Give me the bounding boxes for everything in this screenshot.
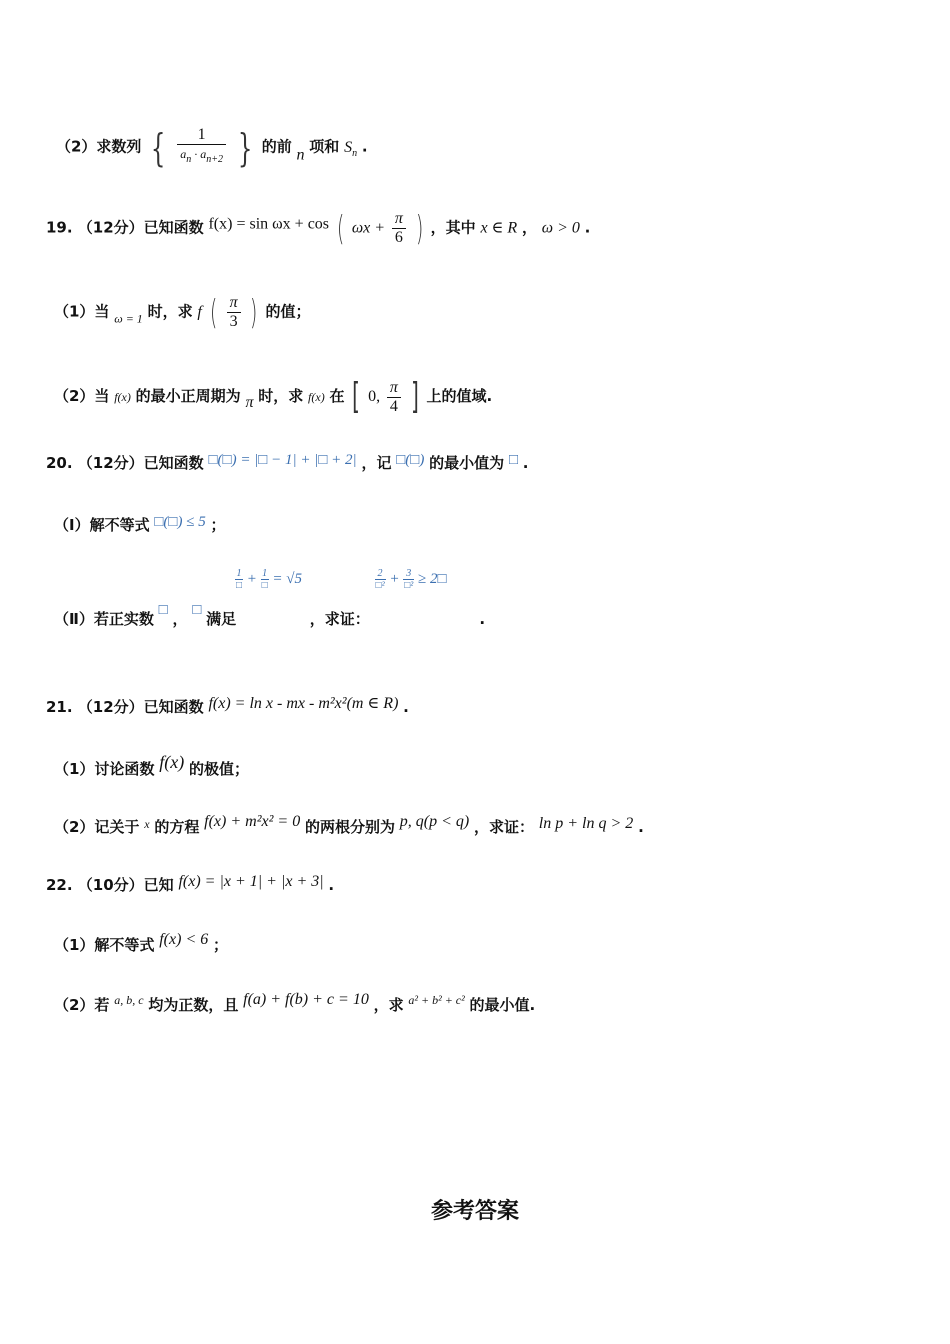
q20-part1-label: （Ⅰ）解不等式 xyxy=(54,516,150,534)
q19-function: f(x) = sin ωx + cos xyxy=(208,215,330,233)
q20-mid: ，记 xyxy=(361,454,392,472)
q21-part2-roots: p, q(p < q) xyxy=(399,813,470,830)
q21-function: f(x) = ln x - mx - m²x²(m ∈ R) xyxy=(208,695,399,712)
q18-n: n xyxy=(296,146,305,164)
q18-sn: $S_n$ xyxy=(344,138,358,159)
left-brace: { xyxy=(151,125,166,170)
q22-part2-cond: f(a) + f(b) + c = 10 xyxy=(243,991,369,1008)
q19-part2-mid2: 时，求 xyxy=(258,387,304,405)
right-brace: } xyxy=(237,125,253,170)
q18-part2-mid: 的前 xyxy=(261,137,292,156)
q19-part1: （1）当 $_{\omega = 1}$ 时，求 f ( $\frac{\pi}{3}$ ) 的值； xyxy=(54,292,311,333)
q22-part2-expr: a² + b² + c² xyxy=(408,993,465,1007)
q20-part2-label: （Ⅱ）若正实数 xyxy=(54,610,154,628)
q20-mid2: 的最小值为 xyxy=(429,454,505,472)
q20-part1 xyxy=(54,512,226,535)
q19-cond-omega: ω > 0 xyxy=(541,219,580,237)
q21-part1-f: f(x) xyxy=(159,752,185,772)
q21-number: 21. （12分）已知函数 xyxy=(46,698,204,716)
q22-number: 22. （10分）已知 xyxy=(46,876,174,894)
q19-part1-label: （1）当 xyxy=(54,302,110,321)
q21-stem xyxy=(46,694,409,717)
q22-part2-mid2: ，求 xyxy=(373,996,404,1014)
q19-number: 19. （12分）已知函数 xyxy=(46,218,204,237)
q22-function: f(x) = |x + 1| + |x + 3| xyxy=(178,873,324,890)
q22-part1-label: （1）解不等式 xyxy=(54,936,155,954)
q19-part2-mid: 的最小正周期为 xyxy=(135,387,241,405)
q20-g: □(□) xyxy=(396,452,425,468)
q19-stem: 19. （12分）已知函数 f(x) = sin ωx + cos ( ωx + $\frac{\pi}{6}$ ) ，其中 x ∈ R ， ω > 0 . xyxy=(46,208,591,249)
q19-part2-end: 上的值域. xyxy=(426,387,493,405)
q22-stem xyxy=(46,872,334,895)
q21-part2-mid3: ，求证： xyxy=(474,818,535,836)
q21-part2-goal: ln p + ln q > 2 xyxy=(538,815,634,832)
q19-part1-mid: 时，求 xyxy=(147,302,193,321)
q22-part2-label: （2）若 xyxy=(54,996,110,1014)
q18-fraction: $\frac{1}{a_n \cdot a_{n+2}}$ xyxy=(177,126,226,169)
q21-part2-x: x xyxy=(144,817,150,831)
q20-part2-sep: ， xyxy=(172,610,188,628)
q20-part2-mid: 满足 xyxy=(206,610,237,628)
q22-part1-end: ； xyxy=(213,936,229,954)
q18-end: . xyxy=(361,137,368,156)
q20-part1-end: ； xyxy=(210,516,226,534)
pi-over-4: $\frac{\pi}{4}$ xyxy=(387,379,401,416)
q22-part2 xyxy=(54,990,535,1015)
q21-part2-eq: f(x) + m²x² = 0 xyxy=(204,813,301,830)
q20-box: □ xyxy=(508,452,519,468)
right-paren: ) xyxy=(415,208,423,249)
q22-part2-end: 的最小值. xyxy=(469,996,536,1014)
q20-part2-mid2: ，求证： xyxy=(309,610,370,628)
q19-cond-x: x ∈ R xyxy=(480,219,518,237)
q22-part2-vars: a, b, c xyxy=(114,993,144,1007)
q19-part2: （2）当 f(x) 的最小正周期为 π 时，求 f(x) 在 [ 0, $\frac{\pi}{4}$ ] 上的值域. xyxy=(54,376,493,417)
q21-part1-label: （1）讨论函数 xyxy=(54,760,155,778)
q20-number: 20. （12分）已知函数 xyxy=(46,454,204,472)
q19-where: ，其中 xyxy=(430,218,476,237)
pi-over-6: $\frac{\pi}{6}$ xyxy=(392,210,406,247)
q18-part2-label: （2）求数列 xyxy=(56,137,142,156)
q19-part1-end: 的值； xyxy=(265,302,311,321)
q21-part1-end: 的极值； xyxy=(189,760,250,778)
q22-part2-mid: 均为正数，且 xyxy=(148,996,239,1014)
q21-part2-mid2: 的两根分别为 xyxy=(304,818,395,836)
q19-part2-mid3: 在 xyxy=(329,387,345,405)
q20-end: . xyxy=(522,454,529,472)
q18-part2 xyxy=(56,126,368,169)
answer-heading: 参考答案 xyxy=(430,1199,519,1224)
left-paren: ( xyxy=(336,208,345,249)
pi-over-3: $\frac{\pi}{3}$ xyxy=(227,294,241,331)
q20-stem xyxy=(46,450,529,473)
q22-end: . xyxy=(328,876,335,894)
q21-part2 xyxy=(54,812,644,837)
q20-part2: （Ⅱ）若正实数 □ ， □ 满足 $\frac{1}{□}$ + $\frac{1}{□}$ = √5 ，求证： $\frac{2}{\text{□²}}$ + $\frac{3}{\text{□²}}$ ≥ 2□ . xyxy=(54,568,486,628)
q20-part1-ineq: □(□) ≤ 5 xyxy=(154,514,206,530)
q20-function: □(□) = |□ − 1| + |□ + 2| xyxy=(208,452,357,468)
q22-part1-ineq: f(x) < 6 xyxy=(159,931,209,948)
q19-part2-label: （2）当 xyxy=(54,387,110,405)
q21-part2-end: . xyxy=(638,818,644,836)
q21-part2-mid: 的方程 xyxy=(154,818,200,836)
q22-part1 xyxy=(54,930,228,955)
q19-part1-cond: ω = 1 xyxy=(114,311,143,326)
q18-part2-mid2: 项和 xyxy=(309,137,340,156)
q21-part1 xyxy=(54,752,249,779)
q20-part2-end: . xyxy=(479,610,486,628)
q21-end: . xyxy=(403,698,409,716)
q21-part2-label: （2）记关于 xyxy=(54,818,140,836)
